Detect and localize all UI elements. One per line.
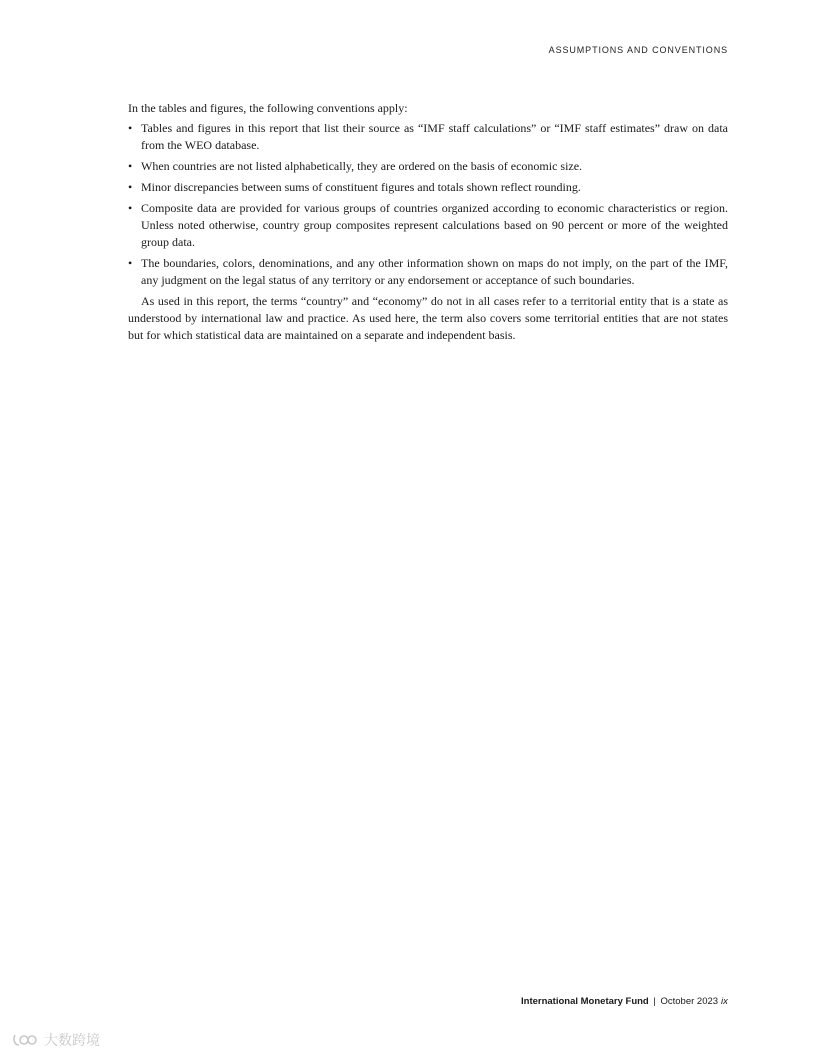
list-item: • The boundaries, colors, denominations, and any other information shown on maps do not imply, on the part of the IMF, any judgment on the legal status of any territory or any endorsement or acceptance of such boundaries. (128, 255, 728, 289)
list-item: • When countries are not listed alphabetically, they are ordered on the basis of economic size. (128, 158, 728, 175)
intro-text: In the tables and figures, the following conventions apply: (128, 101, 408, 115)
watermark-logo-icon (12, 1031, 38, 1049)
conventions-list (128, 120, 728, 289)
footer-date: October 2023 (660, 996, 719, 1007)
list-item: • Tables and figures in this report that list their source as “IMF staff calculations” or “IMF staff estimates” draw on data from the WEO database. (128, 120, 728, 154)
footer-separator: | (653, 996, 656, 1007)
page-footer (521, 996, 728, 1007)
watermark (12, 1030, 100, 1050)
running-head: ASSUMPTIONS AND CONVENTIONS (548, 45, 728, 55)
watermark-text: 大数跨境 (44, 1033, 100, 1049)
footer-organization: International Monetary Fund (521, 996, 649, 1007)
page-number: ix (721, 996, 728, 1007)
list-item: • Minor discrepancies between sums of constituent figures and totals shown reflect rounding. (128, 179, 728, 196)
list-item: • Composite data are provided for various groups of countries organized according to economic characteristics or region. Unless noted otherwise, country group composites represent calculations based on 90 percent or more of the weighted group data. (128, 200, 728, 251)
main-content (128, 100, 728, 344)
country-definition-paragraph: As used in this report, the terms “country” and “economy” do not in all cases refer to a territorial entity that is a state as understood by international law and practice. As used here, the term also covers some territorial entities that are not states but for which statistical data are maintained on a separate and independent basis. (128, 294, 728, 342)
